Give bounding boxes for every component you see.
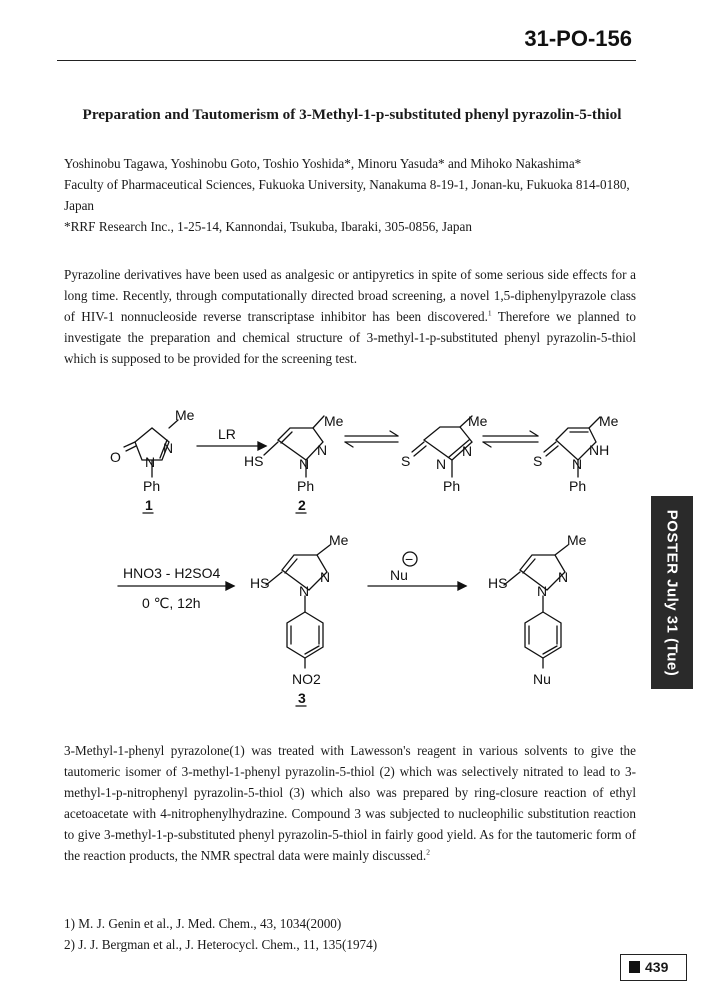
c3-n: N <box>320 569 331 585</box>
c2b-s: S <box>401 453 411 469</box>
affiliation-1: Faculty of Pharmaceutical Sciences, Fukuoka University, Nanakuma 8-19-1, Jonan-ku, Fukuoka 814-0180, Japan <box>64 177 630 213</box>
c2c-s: S <box>533 453 543 469</box>
intro-text-2: Therefore we planned to investigate the preparation and chemical structure of 3-methyl-1-p-substituted phenyl pyrazolin-5-thiol which is supposed to be provided for the screening test. <box>64 309 636 366</box>
c2-number: 2 <box>298 497 306 513</box>
c1-number: 1 <box>145 497 153 513</box>
page-square-icon <box>629 961 640 973</box>
c3-number: 3 <box>298 690 306 706</box>
c2-ph: Ph <box>297 478 315 494</box>
reagent-acid: HNO3 - H2SO4 <box>123 565 221 581</box>
c2c-me: Me <box>599 413 619 429</box>
c3-n1: N <box>299 583 310 599</box>
page-number: 439 <box>645 959 669 975</box>
c4-me: Me <box>567 532 587 548</box>
c1-me: Me <box>175 407 195 423</box>
reference-1: 1) M. J. Genin et al., J. Med. Chem., 43, 1034(2000) <box>64 916 342 931</box>
body-paragraph <box>64 740 636 866</box>
page-number-box <box>620 954 687 981</box>
c4-n: N <box>558 569 569 585</box>
c1-n1: N <box>145 454 156 470</box>
reaction-conditions: 0 ℃, 12h <box>142 595 201 611</box>
c4-nu: Nu <box>533 671 551 687</box>
c2b-ph: Ph <box>443 478 461 494</box>
c2c-ph: Ph <box>569 478 587 494</box>
c4-hs: HS <box>488 575 508 591</box>
c2b-n: N <box>462 443 473 459</box>
c2-n: N <box>317 442 328 458</box>
ref-mark-2: 2 <box>426 847 430 857</box>
c2b-n1: N <box>436 456 447 472</box>
c1-n: N <box>163 440 174 456</box>
c1-o: O <box>110 449 121 465</box>
c2-n1: N <box>299 456 310 472</box>
abstract-code: 31-PO-156 <box>524 26 632 51</box>
c2c-n1: N <box>572 456 583 472</box>
references <box>64 913 636 955</box>
body-text: 3-Methyl-1-phenyl pyrazolone(1) was treated with Lawesson's reagent in various solvents to give the tautomeric isomer of 3-methyl-1-phenyl pyrazolin-5-thiol (2) which was selectively nitrated to lead to 3-methyl-1-p-nitrophenyl pyrazolin-5-thiol (3) which also was prepared by ring-closure reaction of ethyl acetoacetate with 4-nitrophenylhydrazine. Compound 3 was subjected to nucleophilic substitution reaction to give 3-methyl-1-p-substituted phenyl pyrazolin-5-thiol in fairly good yield. As for the tautomeric form of the reaction products, the NMR spectral data were mainly discussed. <box>64 743 636 863</box>
c3-no2: NO2 <box>292 671 321 687</box>
paper-title: Preparation and Tautomerism of 3-Methyl-1-p-substituted phenyl pyrazolin-5-thiol <box>82 106 622 123</box>
session-label: POSTER July 31 (Tue) <box>663 509 681 676</box>
c2-hs: HS <box>244 453 264 469</box>
nu-minus: − <box>405 551 414 567</box>
c1-ph: Ph <box>143 478 161 494</box>
author-names: Yoshinobu Tagawa, Yoshinobu Goto, Toshio Yoshida*, Minoru Yasuda* and Mihoko Nakashima* <box>64 156 582 171</box>
c3-hs: HS <box>250 575 270 591</box>
intro-text-1: Pyrazoline derivatives have been used as analgesic or antipyretics in spite of some serious side effects for a long time. Recently, through computationally directed broad screening, a novel 1,5-diphenylpyrazole class of HIV-1 nonnucleoside reverse transcriptase inhibitor has been discovered. <box>64 267 636 324</box>
reagent-lr: LR <box>218 426 236 442</box>
c2-me: Me <box>324 413 344 429</box>
reference-2: 2) J. J. Bergman et al., J. Heterocycl. Chem., 11, 135(1974) <box>64 937 378 952</box>
c4-n1: N <box>537 583 548 599</box>
reagent-nu: Nu <box>390 567 408 583</box>
c3-me: Me <box>329 532 349 548</box>
affiliation-2: *RRF Research Inc., 1-25-14, Kannondai, Tsukuba, Ibaraki, 305-0856, Japan <box>64 219 472 234</box>
c2b-me: Me <box>468 413 488 429</box>
ref-mark-1: 1 <box>487 308 492 318</box>
c2c-nh: NH <box>589 442 610 458</box>
session-side-tab <box>651 496 693 689</box>
